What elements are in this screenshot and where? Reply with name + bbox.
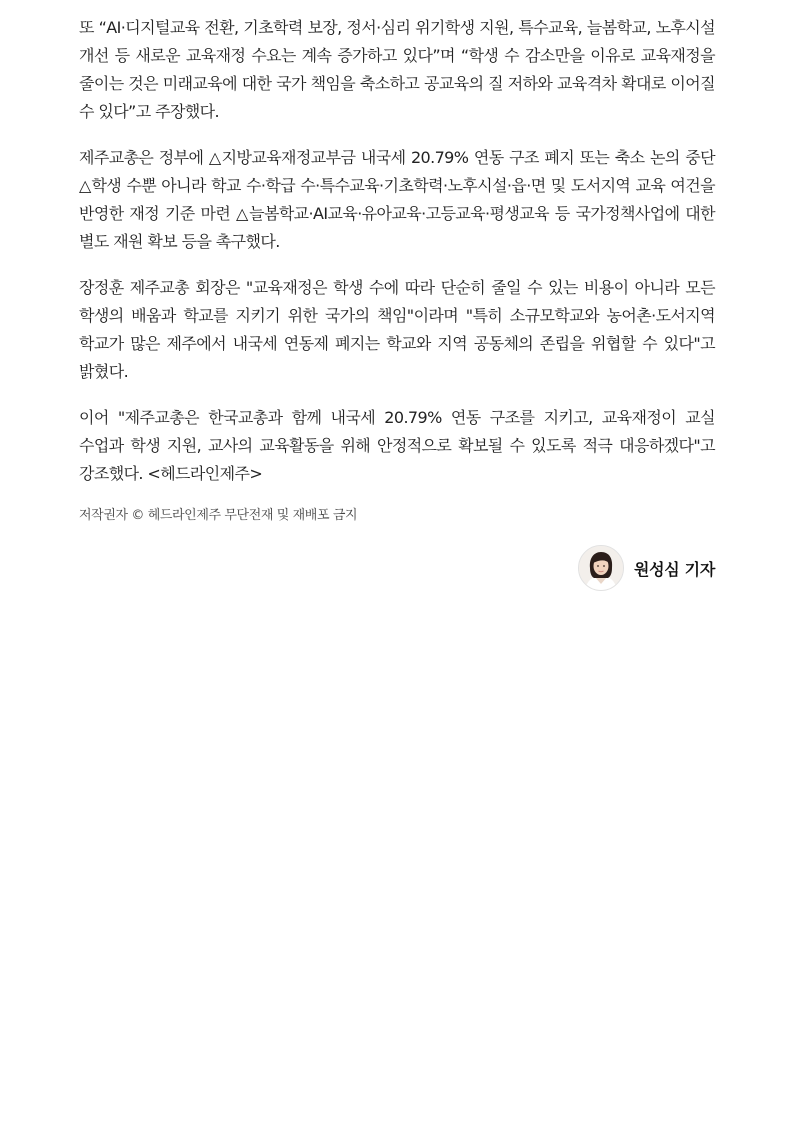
reporter-avatar [578, 545, 624, 591]
reporter-photo-icon [579, 546, 623, 590]
reporter-name[interactable]: 원성심 기자 [633, 559, 715, 579]
article-paragraph-2: 제주교총은 정부에 △지방교육재정교부금 내국세 20.79% 연동 구조 폐지 또는 축소 논의 중단 △학생 수뿐 아니라 학교 수·학급 수·특수교육·기초학력·노후시설·읍·면 및 도서지역 교육 여건을 반영한 재정 기준 마련 △늘봄학교·AI교육·유아교육·고등교육·평생교육 등 국가정책사업에 대한 별도 재원 확보 등을 촉구했다. [79, 148, 715, 251]
article-body [79, 14, 715, 526]
copyright-notice: 저작권자 © 헤드라인제주 무단전재 및 재배포 금지 [79, 508, 358, 523]
article-paragraph-4: 이어 "제주교총은 한국교총과 함께 내국세 20.79% 연동 구조를 지키고, 교육재정이 교실 수업과 학생 지원, 교사의 교육활동을 위해 안정적으로 확보될 수 있도록 적극 대응하겠다"고 강조했다. <헤드라인제주> [79, 408, 715, 483]
reporter-byline[interactable] [578, 545, 715, 591]
article-paragraph-3: 장정훈 제주교총 회장은 "교육재정은 학생 수에 따라 단순히 줄일 수 있는 비용이 아니라 모든 학생의 배움과 학교를 지키기 위한 국가의 책임"이라며 "특히 소규모학교와 농어촌·도서지역 학교가 많은 제주에서 내국세 연동제 폐지는 학교와 지역 공동체의 존립을 위협할 수 있다"고 밝혔다. [79, 278, 715, 381]
article-paragraph-1: 또 “AI·디지털교육 전환, 기초학력 보장, 정서·심리 위기학생 지원, 특수교육, 늘봄학교, 노후시설 개선 등 새로운 교육재정 수요는 계속 증가하고 있다”며 “학생 수 감소만을 이유로 교육재정을 줄이는 것은 미래교육에 대한 국가 책임을 축소하고 공교육의 질 저하와 교육격차 확대로 이어질 수 있다”고 주장했다. [79, 18, 715, 121]
